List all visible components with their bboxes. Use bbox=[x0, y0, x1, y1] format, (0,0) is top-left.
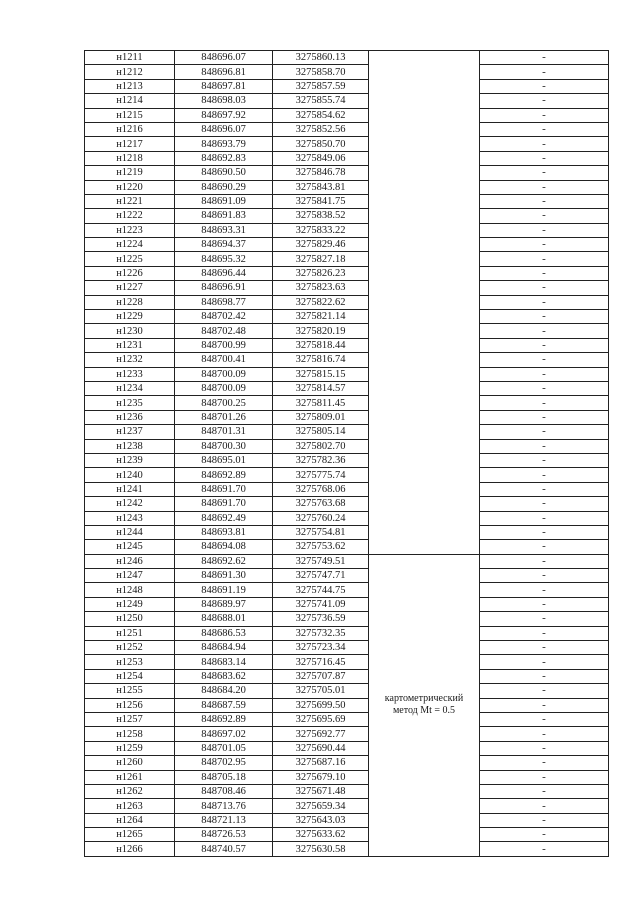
point-id-cell: н1248 bbox=[85, 583, 175, 597]
note-cell: - bbox=[480, 425, 609, 439]
table-row bbox=[85, 65, 609, 79]
point-id-cell: н1246 bbox=[85, 554, 175, 568]
point-id-cell: н1233 bbox=[85, 367, 175, 381]
y-coordinate-cell: 3275820.19 bbox=[273, 324, 369, 338]
y-coordinate-cell: 3275858.70 bbox=[273, 65, 369, 79]
table-row bbox=[85, 770, 609, 784]
x-coordinate-cell: 848692.89 bbox=[175, 468, 273, 482]
note-cell: - bbox=[480, 626, 609, 640]
note-cell: - bbox=[480, 655, 609, 669]
point-id-cell: н1263 bbox=[85, 799, 175, 813]
point-id-cell: н1241 bbox=[85, 482, 175, 496]
table-row bbox=[85, 425, 609, 439]
x-coordinate-cell: 848693.79 bbox=[175, 137, 273, 151]
table-row bbox=[85, 238, 609, 252]
x-coordinate-cell: 848688.01 bbox=[175, 612, 273, 626]
point-id-cell: н1255 bbox=[85, 684, 175, 698]
y-coordinate-cell: 3275821.14 bbox=[273, 310, 369, 324]
table-row bbox=[85, 727, 609, 741]
table-row bbox=[85, 410, 609, 424]
point-id-cell: н1227 bbox=[85, 281, 175, 295]
y-coordinate-cell: 3275823.63 bbox=[273, 281, 369, 295]
table-row bbox=[85, 94, 609, 108]
note-cell: - bbox=[480, 353, 609, 367]
y-coordinate-cell: 3275687.16 bbox=[273, 756, 369, 770]
note-cell: - bbox=[480, 410, 609, 424]
note-cell: - bbox=[480, 324, 609, 338]
point-id-cell: н1221 bbox=[85, 194, 175, 208]
table-row bbox=[85, 137, 609, 151]
y-coordinate-cell: 3275747.71 bbox=[273, 569, 369, 583]
point-id-cell: н1219 bbox=[85, 166, 175, 180]
y-coordinate-cell: 3275802.70 bbox=[273, 439, 369, 453]
table-row bbox=[85, 597, 609, 611]
x-coordinate-cell: 848683.14 bbox=[175, 655, 273, 669]
x-coordinate-cell: 848695.01 bbox=[175, 453, 273, 467]
note-cell: - bbox=[480, 79, 609, 93]
y-coordinate-cell: 3275723.34 bbox=[273, 641, 369, 655]
x-coordinate-cell: 848684.94 bbox=[175, 641, 273, 655]
y-coordinate-cell: 3275760.24 bbox=[273, 511, 369, 525]
table-row bbox=[85, 813, 609, 827]
table-row bbox=[85, 583, 609, 597]
method-cell bbox=[369, 554, 480, 856]
point-id-cell: н1250 bbox=[85, 612, 175, 626]
x-coordinate-cell: 848700.09 bbox=[175, 367, 273, 381]
y-coordinate-cell: 3275816.74 bbox=[273, 353, 369, 367]
point-id-cell: н1264 bbox=[85, 813, 175, 827]
note-cell: - bbox=[480, 554, 609, 568]
table-row bbox=[85, 166, 609, 180]
point-id-cell: н1218 bbox=[85, 151, 175, 165]
table-row bbox=[85, 151, 609, 165]
note-cell: - bbox=[480, 569, 609, 583]
point-id-cell: н1244 bbox=[85, 525, 175, 539]
point-id-cell: н1224 bbox=[85, 238, 175, 252]
y-coordinate-cell: 3275818.44 bbox=[273, 338, 369, 352]
table-row bbox=[85, 655, 609, 669]
table-row bbox=[85, 756, 609, 770]
note-cell: - bbox=[480, 770, 609, 784]
note-cell: - bbox=[480, 727, 609, 741]
note-cell: - bbox=[480, 137, 609, 151]
x-coordinate-cell: 848697.81 bbox=[175, 79, 273, 93]
x-coordinate-cell: 848696.44 bbox=[175, 266, 273, 280]
y-coordinate-cell: 3275705.01 bbox=[273, 684, 369, 698]
y-coordinate-cell: 3275843.81 bbox=[273, 180, 369, 194]
point-id-cell: н1235 bbox=[85, 396, 175, 410]
note-cell: - bbox=[480, 367, 609, 381]
table-row bbox=[85, 367, 609, 381]
point-id-cell: н1251 bbox=[85, 626, 175, 640]
note-cell: - bbox=[480, 65, 609, 79]
note-cell: - bbox=[480, 122, 609, 136]
table-row bbox=[85, 79, 609, 93]
x-coordinate-cell: 848705.18 bbox=[175, 770, 273, 784]
note-cell: - bbox=[480, 497, 609, 511]
note-cell: - bbox=[480, 597, 609, 611]
note-cell: - bbox=[480, 396, 609, 410]
y-coordinate-cell: 3275857.59 bbox=[273, 79, 369, 93]
y-coordinate-cell: 3275850.70 bbox=[273, 137, 369, 151]
note-cell: - bbox=[480, 209, 609, 223]
x-coordinate-cell: 848696.07 bbox=[175, 51, 273, 65]
note-cell: - bbox=[480, 641, 609, 655]
table-row bbox=[85, 381, 609, 395]
note-cell: - bbox=[480, 281, 609, 295]
note-cell: - bbox=[480, 238, 609, 252]
table-row bbox=[85, 641, 609, 655]
table-row bbox=[85, 784, 609, 798]
x-coordinate-cell: 848700.30 bbox=[175, 439, 273, 453]
note-cell: - bbox=[480, 741, 609, 755]
table-row bbox=[85, 669, 609, 683]
point-id-cell: н1252 bbox=[85, 641, 175, 655]
x-coordinate-cell: 848708.46 bbox=[175, 784, 273, 798]
coordinates-table bbox=[84, 50, 609, 857]
y-coordinate-cell: 3275643.03 bbox=[273, 813, 369, 827]
table-row bbox=[85, 439, 609, 453]
x-coordinate-cell: 848691.19 bbox=[175, 583, 273, 597]
note-cell: - bbox=[480, 698, 609, 712]
point-id-cell: н1223 bbox=[85, 223, 175, 237]
x-coordinate-cell: 848693.81 bbox=[175, 525, 273, 539]
x-coordinate-cell: 848694.37 bbox=[175, 238, 273, 252]
table-row bbox=[85, 511, 609, 525]
note-cell: - bbox=[480, 381, 609, 395]
table-row bbox=[85, 684, 609, 698]
point-id-cell: н1234 bbox=[85, 381, 175, 395]
note-cell: - bbox=[480, 453, 609, 467]
table-row bbox=[85, 712, 609, 726]
x-coordinate-cell: 848721.13 bbox=[175, 813, 273, 827]
x-coordinate-cell: 848700.41 bbox=[175, 353, 273, 367]
note-cell: - bbox=[480, 799, 609, 813]
note-cell: - bbox=[480, 180, 609, 194]
point-id-cell: н1212 bbox=[85, 65, 175, 79]
x-coordinate-cell: 848687.59 bbox=[175, 698, 273, 712]
point-id-cell: н1211 bbox=[85, 51, 175, 65]
table-row bbox=[85, 453, 609, 467]
point-id-cell: н1261 bbox=[85, 770, 175, 784]
x-coordinate-cell: 848740.57 bbox=[175, 842, 273, 856]
table-row bbox=[85, 209, 609, 223]
point-id-cell: н1243 bbox=[85, 511, 175, 525]
table-row bbox=[85, 266, 609, 280]
y-coordinate-cell: 3275855.74 bbox=[273, 94, 369, 108]
table-row bbox=[85, 281, 609, 295]
point-id-cell: н1265 bbox=[85, 828, 175, 842]
x-coordinate-cell: 848692.62 bbox=[175, 554, 273, 568]
y-coordinate-cell: 3275826.23 bbox=[273, 266, 369, 280]
point-id-cell: н1229 bbox=[85, 310, 175, 324]
point-id-cell: н1215 bbox=[85, 108, 175, 122]
y-coordinate-cell: 3275716.45 bbox=[273, 655, 369, 669]
y-coordinate-cell: 3275838.52 bbox=[273, 209, 369, 223]
x-coordinate-cell: 848693.31 bbox=[175, 223, 273, 237]
point-id-cell: н1256 bbox=[85, 698, 175, 712]
point-id-cell: н1236 bbox=[85, 410, 175, 424]
note-cell: - bbox=[480, 828, 609, 842]
point-id-cell: н1242 bbox=[85, 497, 175, 511]
table-row bbox=[85, 698, 609, 712]
note-cell: - bbox=[480, 468, 609, 482]
y-coordinate-cell: 3275782.36 bbox=[273, 453, 369, 467]
x-coordinate-cell: 848701.05 bbox=[175, 741, 273, 755]
y-coordinate-cell: 3275811.45 bbox=[273, 396, 369, 410]
x-coordinate-cell: 848702.42 bbox=[175, 310, 273, 324]
table-row bbox=[85, 252, 609, 266]
y-coordinate-cell: 3275753.62 bbox=[273, 540, 369, 554]
method-text-line2: метод Mt = 0.5 bbox=[392, 705, 456, 717]
x-coordinate-cell: 848692.89 bbox=[175, 712, 273, 726]
note-cell: - bbox=[480, 784, 609, 798]
x-coordinate-cell: 848698.77 bbox=[175, 295, 273, 309]
point-id-cell: н1254 bbox=[85, 669, 175, 683]
x-coordinate-cell: 848702.48 bbox=[175, 324, 273, 338]
note-cell: - bbox=[480, 712, 609, 726]
point-id-cell: н1245 bbox=[85, 540, 175, 554]
table-row bbox=[85, 468, 609, 482]
y-coordinate-cell: 3275768.06 bbox=[273, 482, 369, 496]
y-coordinate-cell: 3275822.62 bbox=[273, 295, 369, 309]
y-coordinate-cell: 3275671.48 bbox=[273, 784, 369, 798]
y-coordinate-cell: 3275805.14 bbox=[273, 425, 369, 439]
point-id-cell: н1259 bbox=[85, 741, 175, 755]
point-id-cell: н1222 bbox=[85, 209, 175, 223]
note-cell: - bbox=[480, 194, 609, 208]
y-coordinate-cell: 3275775.74 bbox=[273, 468, 369, 482]
table-row bbox=[85, 108, 609, 122]
note-cell: - bbox=[480, 511, 609, 525]
x-coordinate-cell: 848691.30 bbox=[175, 569, 273, 583]
note-cell: - bbox=[480, 684, 609, 698]
point-id-cell: н1220 bbox=[85, 180, 175, 194]
point-id-cell: н1216 bbox=[85, 122, 175, 136]
y-coordinate-cell: 3275699.50 bbox=[273, 698, 369, 712]
y-coordinate-cell: 3275690.44 bbox=[273, 741, 369, 755]
x-coordinate-cell: 848698.03 bbox=[175, 94, 273, 108]
point-id-cell: н1214 bbox=[85, 94, 175, 108]
note-cell: - bbox=[480, 295, 609, 309]
point-id-cell: н1225 bbox=[85, 252, 175, 266]
y-coordinate-cell: 3275841.75 bbox=[273, 194, 369, 208]
x-coordinate-cell: 848697.92 bbox=[175, 108, 273, 122]
note-cell: - bbox=[480, 266, 609, 280]
x-coordinate-cell: 848701.26 bbox=[175, 410, 273, 424]
note-cell: - bbox=[480, 612, 609, 626]
y-coordinate-cell: 3275852.56 bbox=[273, 122, 369, 136]
x-coordinate-cell: 848700.99 bbox=[175, 338, 273, 352]
note-cell: - bbox=[480, 310, 609, 324]
y-coordinate-cell: 3275833.22 bbox=[273, 223, 369, 237]
x-coordinate-cell: 848686.53 bbox=[175, 626, 273, 640]
table-row bbox=[85, 482, 609, 496]
y-coordinate-cell: 3275695.69 bbox=[273, 712, 369, 726]
note-cell: - bbox=[480, 540, 609, 554]
x-coordinate-cell: 848696.81 bbox=[175, 65, 273, 79]
table-row bbox=[85, 525, 609, 539]
table-row bbox=[85, 324, 609, 338]
x-coordinate-cell: 848713.76 bbox=[175, 799, 273, 813]
point-id-cell: н1238 bbox=[85, 439, 175, 453]
x-coordinate-cell: 848691.09 bbox=[175, 194, 273, 208]
table-row bbox=[85, 497, 609, 511]
note-cell: - bbox=[480, 756, 609, 770]
note-cell: - bbox=[480, 583, 609, 597]
point-id-cell: н1231 bbox=[85, 338, 175, 352]
method-cell-empty bbox=[369, 51, 480, 555]
table-row bbox=[85, 180, 609, 194]
table-row bbox=[85, 842, 609, 856]
table-row bbox=[85, 540, 609, 554]
x-coordinate-cell: 848696.07 bbox=[175, 122, 273, 136]
table-row bbox=[85, 295, 609, 309]
x-coordinate-cell: 848689.97 bbox=[175, 597, 273, 611]
x-coordinate-cell: 848692.49 bbox=[175, 511, 273, 525]
point-id-cell: н1262 bbox=[85, 784, 175, 798]
note-cell: - bbox=[480, 108, 609, 122]
x-coordinate-cell: 848696.91 bbox=[175, 281, 273, 295]
note-cell: - bbox=[480, 842, 609, 856]
note-cell: - bbox=[480, 338, 609, 352]
note-cell: - bbox=[480, 166, 609, 180]
y-coordinate-cell: 3275659.34 bbox=[273, 799, 369, 813]
x-coordinate-cell: 848684.20 bbox=[175, 684, 273, 698]
y-coordinate-cell: 3275679.10 bbox=[273, 770, 369, 784]
table-row bbox=[85, 51, 609, 65]
point-id-cell: н1213 bbox=[85, 79, 175, 93]
y-coordinate-cell: 3275692.77 bbox=[273, 727, 369, 741]
table-row bbox=[85, 194, 609, 208]
y-coordinate-cell: 3275633.62 bbox=[273, 828, 369, 842]
point-id-cell: н1230 bbox=[85, 324, 175, 338]
table-row bbox=[85, 569, 609, 583]
table-row bbox=[85, 338, 609, 352]
y-coordinate-cell: 3275809.01 bbox=[273, 410, 369, 424]
y-coordinate-cell: 3275744.75 bbox=[273, 583, 369, 597]
y-coordinate-cell: 3275854.62 bbox=[273, 108, 369, 122]
table-row bbox=[85, 828, 609, 842]
y-coordinate-cell: 3275732.35 bbox=[273, 626, 369, 640]
x-coordinate-cell: 848691.83 bbox=[175, 209, 273, 223]
x-coordinate-cell: 848690.50 bbox=[175, 166, 273, 180]
coordinates-table-body bbox=[85, 51, 609, 857]
point-id-cell: н1228 bbox=[85, 295, 175, 309]
point-id-cell: н1266 bbox=[85, 842, 175, 856]
note-cell: - bbox=[480, 525, 609, 539]
point-id-cell: н1260 bbox=[85, 756, 175, 770]
table-row bbox=[85, 554, 609, 568]
x-coordinate-cell: 848691.70 bbox=[175, 497, 273, 511]
table-row bbox=[85, 353, 609, 367]
y-coordinate-cell: 3275846.78 bbox=[273, 166, 369, 180]
note-cell: - bbox=[480, 94, 609, 108]
y-coordinate-cell: 3275860.13 bbox=[273, 51, 369, 65]
point-id-cell: н1247 bbox=[85, 569, 175, 583]
x-coordinate-cell: 848726.53 bbox=[175, 828, 273, 842]
x-coordinate-cell: 848695.32 bbox=[175, 252, 273, 266]
note-cell: - bbox=[480, 482, 609, 496]
table-row bbox=[85, 741, 609, 755]
point-id-cell: н1249 bbox=[85, 597, 175, 611]
y-coordinate-cell: 3275829.46 bbox=[273, 238, 369, 252]
note-cell: - bbox=[480, 669, 609, 683]
point-id-cell: н1239 bbox=[85, 453, 175, 467]
note-cell: - bbox=[480, 813, 609, 827]
x-coordinate-cell: 848691.70 bbox=[175, 482, 273, 496]
note-cell: - bbox=[480, 439, 609, 453]
y-coordinate-cell: 3275754.81 bbox=[273, 525, 369, 539]
table-row bbox=[85, 799, 609, 813]
x-coordinate-cell: 848700.09 bbox=[175, 381, 273, 395]
table-row bbox=[85, 612, 609, 626]
point-id-cell: н1237 bbox=[85, 425, 175, 439]
table-row bbox=[85, 223, 609, 237]
y-coordinate-cell: 3275763.68 bbox=[273, 497, 369, 511]
point-id-cell: н1217 bbox=[85, 137, 175, 151]
y-coordinate-cell: 3275736.59 bbox=[273, 612, 369, 626]
x-coordinate-cell: 848700.25 bbox=[175, 396, 273, 410]
x-coordinate-cell: 848692.83 bbox=[175, 151, 273, 165]
x-coordinate-cell: 848697.02 bbox=[175, 727, 273, 741]
y-coordinate-cell: 3275815.15 bbox=[273, 367, 369, 381]
table-row bbox=[85, 310, 609, 324]
note-cell: - bbox=[480, 51, 609, 65]
y-coordinate-cell: 3275630.58 bbox=[273, 842, 369, 856]
x-coordinate-cell: 848690.29 bbox=[175, 180, 273, 194]
table-row bbox=[85, 626, 609, 640]
y-coordinate-cell: 3275741.09 bbox=[273, 597, 369, 611]
table-row bbox=[85, 396, 609, 410]
x-coordinate-cell: 848694.08 bbox=[175, 540, 273, 554]
point-id-cell: н1232 bbox=[85, 353, 175, 367]
point-id-cell: н1258 bbox=[85, 727, 175, 741]
note-cell: - bbox=[480, 151, 609, 165]
y-coordinate-cell: 3275707.87 bbox=[273, 669, 369, 683]
table-row bbox=[85, 122, 609, 136]
method-text-line1: картометрический bbox=[384, 693, 464, 705]
note-cell: - bbox=[480, 223, 609, 237]
x-coordinate-cell: 848701.31 bbox=[175, 425, 273, 439]
point-id-cell: н1257 bbox=[85, 712, 175, 726]
y-coordinate-cell: 3275749.51 bbox=[273, 554, 369, 568]
x-coordinate-cell: 848683.62 bbox=[175, 669, 273, 683]
y-coordinate-cell: 3275849.06 bbox=[273, 151, 369, 165]
x-coordinate-cell: 848702.95 bbox=[175, 756, 273, 770]
point-id-cell: н1226 bbox=[85, 266, 175, 280]
y-coordinate-cell: 3275827.18 bbox=[273, 252, 369, 266]
y-coordinate-cell: 3275814.57 bbox=[273, 381, 369, 395]
note-cell: - bbox=[480, 252, 609, 266]
point-id-cell: н1253 bbox=[85, 655, 175, 669]
point-id-cell: н1240 bbox=[85, 468, 175, 482]
